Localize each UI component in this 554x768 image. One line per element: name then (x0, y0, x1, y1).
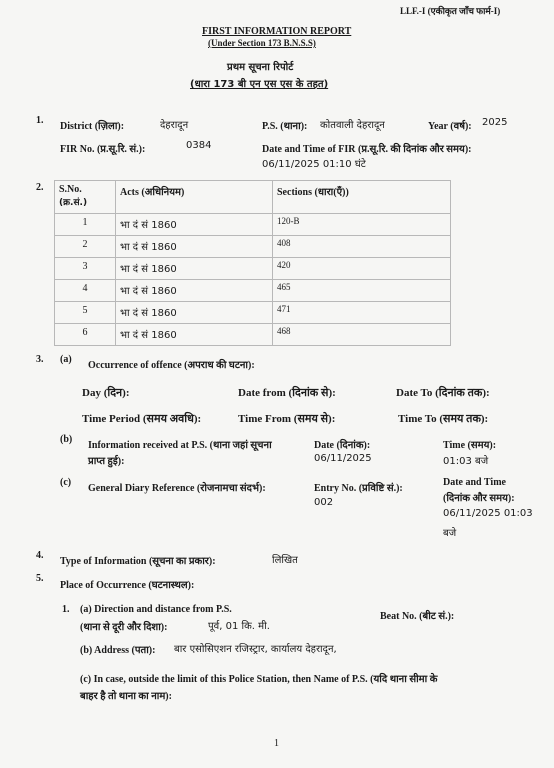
entry-no-label: Entry No. (प्रविष्टि सं.): (314, 483, 403, 494)
section-5-number: 5. (36, 573, 44, 584)
time-to-label: Time To (समय तक): (398, 413, 489, 425)
occurrence-label: Occurrence of offence (अपराध की घटना): (88, 360, 255, 371)
address-label: (b) Address (पता): (80, 645, 156, 656)
outside-ps-label-1: (c) In case, outside the limit of this Police Station, then Name of P.S. (यदि थाना सीमा के (80, 674, 438, 685)
address-value: बार एसोसिएशन रजिस्ट्रार, कार्यालय देहरादून, (174, 644, 337, 655)
year-label: Year (वर्ष): (428, 121, 472, 132)
direction-label-2: (थाना से दूरी और दिशा): (80, 622, 168, 633)
direction-value: पूर्व, 01 कि. मी. (208, 621, 270, 632)
received-date-value: 06/11/2025 (314, 453, 372, 464)
fir-datetime-label: Date and Time of FIR (प्र.सू.रि. की दिनांक और समय): (262, 144, 472, 155)
table-row (55, 302, 451, 324)
section-cell: 471 (273, 302, 451, 324)
section-cell: 408 (273, 236, 451, 258)
sno-cell: 2 (55, 236, 116, 258)
subtitle-hi: (धारा 173 बी एन एस एस के तहत) (190, 79, 329, 90)
info-type-label: Type of Information (सूचना का प्रकार): (60, 556, 216, 567)
received-time-label: Time (समय): (443, 440, 497, 451)
page-number: 1 (274, 738, 279, 749)
sno-header-en: S.No. (59, 184, 82, 195)
section-cell: 468 (273, 324, 451, 346)
sections-header: Sections (धारा(एँ)) (273, 181, 451, 214)
outside-ps-label-2: बाहर है तो थाना का नाम): (80, 691, 172, 702)
sno-cell: 3 (55, 258, 116, 280)
time-period-label: Time Period (समय अवधि): (82, 413, 202, 425)
section-3b-label: (b) (60, 434, 73, 445)
subtitle-en: (Under Section 173 B.N.S.S) (208, 38, 316, 48)
ps-label: P.S. (थाना): (262, 121, 308, 132)
gd-datetime-label-1: Date and Time (443, 477, 506, 488)
gd-reference-label: General Diary Reference (रोजनामचा संदर्भ): (88, 483, 266, 494)
date-to-label: Date To (दिनांक तक): (396, 387, 490, 399)
gd-datetime-value-2: बजे (443, 528, 457, 539)
title-en: FIRST INFORMATION REPORT (202, 26, 352, 37)
sno-header-hi: (क्र.सं.) (59, 198, 88, 208)
received-time-value: 01:03 बजे (443, 456, 489, 467)
gd-datetime-value-1: 06/11/2025 01:03 (443, 508, 533, 519)
act-cell: भा दं सं 1860 (116, 258, 273, 280)
date-from-label: Date from (दिनांक से): (238, 387, 336, 399)
fir-no-label: FIR No. (प्र.सू.रि. सं.): (60, 144, 146, 155)
place-sub-number: 1. (62, 604, 70, 615)
acts-sections-table (54, 180, 451, 346)
section-4-number: 4. (36, 550, 44, 561)
district-value: देहरादून (160, 120, 189, 131)
act-cell: भा दं सं 1860 (116, 302, 273, 324)
section-cell: 465 (273, 280, 451, 302)
section-cell: 420 (273, 258, 451, 280)
table-header-row (55, 181, 451, 214)
day-label: Day (दिन): (82, 387, 130, 399)
info-received-label-2: प्राप्त हुई): (88, 456, 125, 467)
beat-no-label: Beat No. (बीट सं.): (380, 611, 455, 622)
table-row (55, 324, 451, 346)
year-value: 2025 (482, 117, 508, 128)
district-label: District (ज़िला): (60, 121, 125, 132)
section-cell: 120-B (273, 214, 451, 236)
section-1-number: 1. (36, 115, 44, 126)
title-hi: प्रथम सूचना रिपोर्ट (227, 62, 294, 73)
entry-no-value: 002 (314, 497, 334, 508)
section-3c-label: (c) (60, 477, 72, 488)
place-of-occurrence-label: Place of Occurrence (घटनास्थल): (60, 580, 195, 591)
table-row (55, 258, 451, 280)
received-date-label: Date (दिनांक): (314, 440, 371, 451)
table-row (55, 236, 451, 258)
ps-value: कोतवाली देहरादून (320, 120, 385, 131)
section-3a-label: (a) (60, 354, 72, 365)
sno-header (55, 181, 116, 214)
gd-datetime-label-2: (दिनांक और समय): (443, 493, 515, 504)
act-cell: भा दं सं 1860 (116, 214, 273, 236)
section-2-number: 2. (36, 182, 44, 193)
sno-cell: 5 (55, 302, 116, 324)
table-row (55, 214, 451, 236)
act-cell: भा दं सं 1860 (116, 280, 273, 302)
section-3-number: 3. (36, 354, 44, 365)
fir-datetime-value: 06/11/2025 01:10 घंटे (262, 159, 366, 170)
act-cell: भा दं सं 1860 (116, 236, 273, 258)
acts-header: Acts (अधिनियम) (116, 181, 273, 214)
info-type-value: लिखित (272, 555, 298, 566)
time-from-label: Time From (समय से): (238, 413, 336, 425)
table-row (55, 280, 451, 302)
act-cell: भा दं सं 1860 (116, 324, 273, 346)
form-code-label: LLF.-I (एकीकृत जाँच फार्म-I) (400, 6, 501, 16)
fir-no-value: 0384 (186, 140, 212, 151)
sno-cell: 6 (55, 324, 116, 346)
direction-label-1: (a) Direction and distance from P.S. (80, 604, 232, 615)
info-received-label-1: Information received at P.S. (थाना जहां सूचना (88, 440, 272, 451)
sno-cell: 4 (55, 280, 116, 302)
sno-cell: 1 (55, 214, 116, 236)
